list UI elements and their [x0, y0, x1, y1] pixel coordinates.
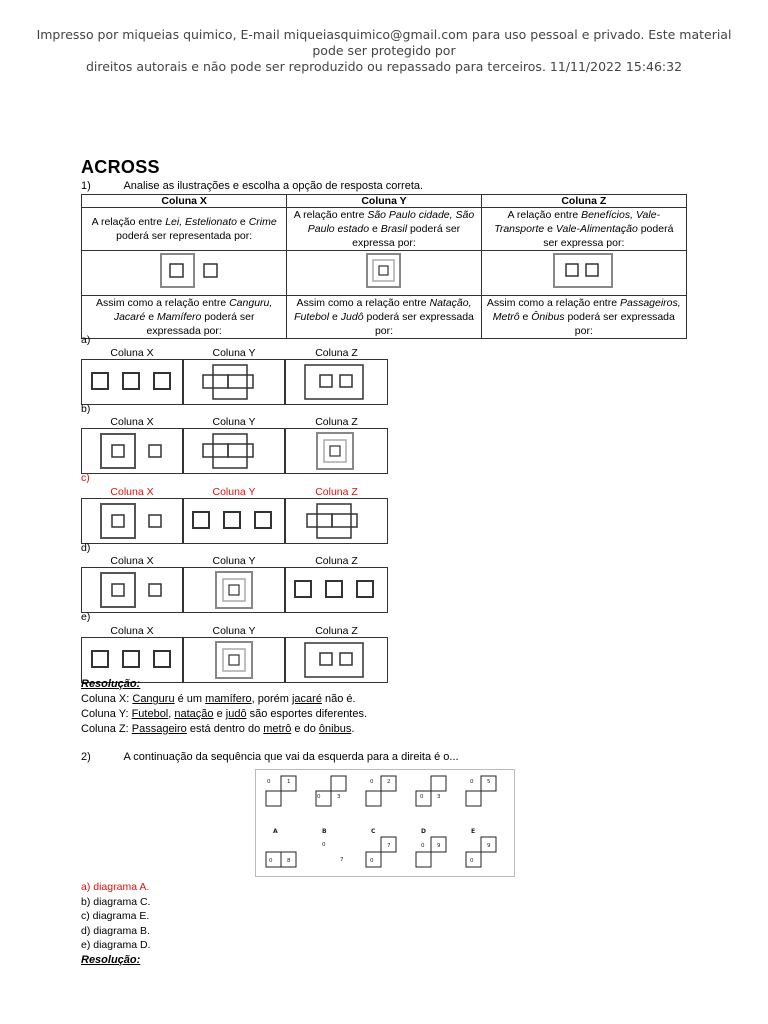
question-2-text: A continuação da sequência que vai da esquerda para a direita é o... — [123, 751, 459, 763]
option-d-z-icon — [285, 567, 388, 613]
choice-letter-b: B — [322, 828, 327, 835]
diagram-x-icon — [124, 251, 244, 291]
desc-coluna-z: A relação entre Benefícios, Vale-Transporte e Vale-Alimentação poderá ser expressa por: — [481, 208, 686, 251]
choice-num-c: 7 — [387, 843, 391, 849]
option-a-y-icon — [183, 359, 285, 405]
option-a-z-icon — [285, 359, 388, 405]
seq-zero-4: 0 — [420, 794, 424, 800]
resolution-1-title: Resolução: — [81, 678, 141, 690]
option-c-col-x: Coluna X — [81, 486, 183, 544]
watermark-line-1: Impresso por miqueias quimico, E-mail miqueiasquimico@gmail.com para uso pessoal e privado. Este material pode ser protegido por — [36, 27, 732, 58]
desc-coluna-x: A relação entre Lei, Estelionato e Crime poderá ser representada por: — [82, 208, 287, 251]
option-a-col-x: Coluna X — [81, 347, 183, 405]
desc2-coluna-y: Assim como a relação entre Natação, Futebol e Judô poderá ser expressada por: — [287, 296, 481, 339]
seq-zero-2: 0 — [317, 794, 321, 800]
choice-num-d: 9 — [437, 843, 441, 849]
copyright-watermark — [20, 27, 748, 75]
resolution-1-line-y: Coluna Y: Futebol, natação e judô são esportes diferentes. — [81, 708, 368, 720]
desc2-coluna-z: Assim como a relação entre Passageiros, Metrô e Ônibus poderá ser expressada por: — [481, 296, 686, 339]
option-c-grid[interactable] — [81, 486, 388, 544]
choice-num-e: 9 — [487, 843, 491, 849]
option-e-z-icon — [285, 637, 388, 683]
answer-c[interactable]: c) diagrama E. — [81, 910, 150, 922]
option-e-label[interactable]: e) — [81, 611, 91, 623]
option-b-label[interactable]: b) — [81, 403, 91, 415]
option-b-col-z: Coluna Z — [285, 416, 388, 474]
choice-num-b: 7 — [340, 857, 344, 863]
choice-letter-a: A — [273, 828, 278, 835]
choice-letter-d: D — [421, 828, 426, 835]
diagram-y-icon — [324, 251, 444, 291]
diagram-coluna-z — [481, 251, 686, 296]
option-e-y-icon — [183, 637, 285, 683]
question-2-number: 2) — [81, 751, 91, 763]
seq-num-2: 3 — [337, 794, 341, 800]
option-d-col-z: Coluna Z — [285, 555, 388, 613]
option-d-x-icon — [81, 567, 183, 613]
answer-a[interactable]: a) diagrama A. — [81, 881, 150, 893]
seq-num-4: 3 — [437, 794, 441, 800]
choice-zero-c: 0 — [370, 858, 374, 864]
choice-zero-a: 0 — [269, 858, 273, 864]
option-d-label[interactable]: d) — [81, 542, 91, 554]
section-title: ACROSS — [81, 157, 160, 177]
header-coluna-z: Coluna Z — [481, 195, 686, 208]
desc-coluna-y: A relação entre São Paulo cidade, São Paulo estado e Brasil poderá ser expressa por: — [287, 208, 481, 251]
desc2-coluna-x: Assim como a relação entre Canguru, Jacaré e Mamífero poderá ser expressada por: — [82, 296, 287, 339]
header-coluna-x: Coluna X — [82, 195, 287, 208]
option-d-col-y: Coluna Y — [183, 555, 285, 613]
sequence-diagram-icon — [256, 770, 514, 876]
option-c-col-z: Coluna Z — [285, 486, 388, 544]
option-a-col-z: Coluna Z — [285, 347, 388, 405]
option-b-grid[interactable] — [81, 416, 388, 474]
choice-letter-c: C — [371, 828, 376, 835]
answer-d[interactable]: d) diagrama B. — [81, 925, 150, 937]
option-a-label[interactable]: a) — [81, 334, 91, 346]
question-1-text: Analise as ilustrações e escolha a opção de resposta correta. — [123, 180, 424, 192]
option-d-grid[interactable] — [81, 555, 388, 613]
option-a-x-icon — [81, 359, 183, 405]
watermark-line-2: direitos autorais e não pode ser reproduzido ou repassado para terceiros. 11/11/2022 15:46:32 — [85, 59, 683, 74]
seq-zero-1: 0 — [267, 779, 271, 785]
choice-zero-e: 0 — [470, 858, 474, 864]
option-c-z-icon — [285, 498, 388, 544]
answer-b[interactable]: b) diagrama C. — [81, 896, 151, 908]
option-d-y-icon — [183, 567, 285, 613]
seq-num-3: 2 — [387, 779, 391, 785]
option-e-x-icon — [81, 637, 183, 683]
option-d-col-x: Coluna X — [81, 555, 183, 613]
sequence-figure — [255, 769, 515, 877]
choice-letter-e: E — [471, 828, 476, 835]
option-c-y-icon — [183, 498, 285, 544]
seq-zero-5: 0 — [470, 779, 474, 785]
question-2-line — [81, 751, 459, 763]
question-1-number: 1) — [81, 180, 91, 192]
seq-num-5: 5 — [487, 779, 491, 785]
option-b-x-icon — [81, 428, 183, 474]
resolution-2-title: Resolução: — [81, 954, 141, 966]
answer-e[interactable]: e) diagrama D. — [81, 939, 151, 951]
diagram-coluna-y — [287, 251, 481, 296]
option-c-label[interactable]: c) — [81, 472, 90, 484]
option-e-col-z: Coluna Z — [285, 625, 388, 683]
option-b-col-x: Coluna X — [81, 416, 183, 474]
diagram-coluna-x — [82, 251, 287, 296]
option-e-col-x: Coluna X — [81, 625, 183, 683]
resolution-1-line-z: Coluna Z: Passageiro está dentro do metrô e do ônibus. — [81, 723, 355, 735]
option-a-col-y: Coluna Y — [183, 347, 285, 405]
choice-zero-b: 0 — [322, 842, 326, 848]
option-a-grid[interactable] — [81, 347, 388, 405]
seq-zero-3: 0 — [370, 779, 374, 785]
resolution-1-line-x: Coluna X: Canguru é um mamífero, porém jacaré não é. — [81, 693, 356, 705]
choice-num-a: 8 — [287, 858, 291, 864]
option-b-y-icon — [183, 428, 285, 474]
choice-zero-d: 0 — [421, 843, 425, 849]
option-b-z-icon — [285, 428, 388, 474]
option-c-x-icon — [81, 498, 183, 544]
option-c-col-y: Coluna Y — [183, 486, 285, 544]
option-b-col-y: Coluna Y — [183, 416, 285, 474]
question-1-table — [81, 194, 687, 339]
header-coluna-y: Coluna Y — [287, 195, 481, 208]
question-1-line — [81, 180, 423, 192]
option-e-grid[interactable] — [81, 625, 388, 683]
seq-num-1: 1 — [287, 779, 291, 785]
option-e-col-y: Coluna Y — [183, 625, 285, 683]
diagram-z-icon — [524, 251, 644, 291]
